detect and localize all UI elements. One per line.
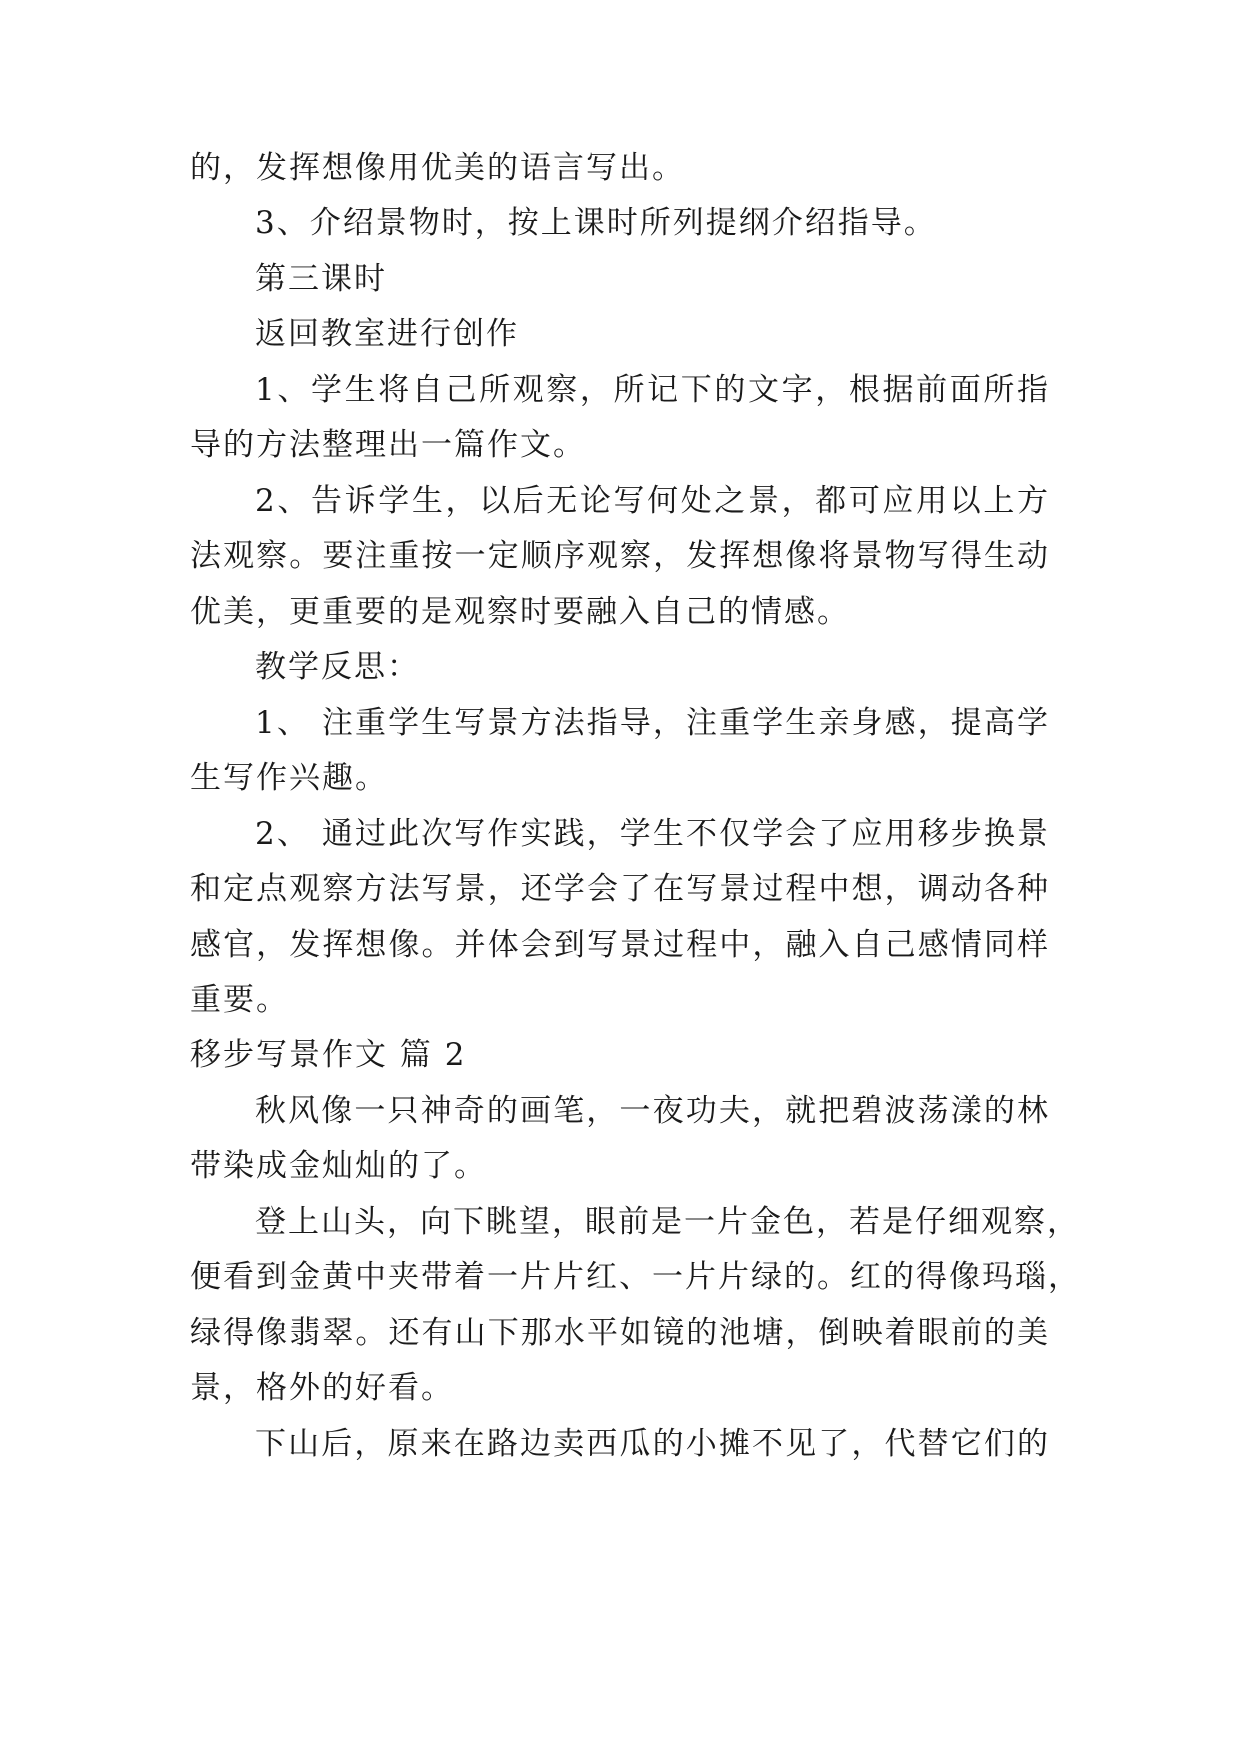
text-line: 重要。 (190, 982, 289, 1018)
text-line: 绿得像翡翠。还有山下那水平如镜的池塘，倒映着眼前的美 (190, 1315, 1050, 1351)
section-heading: 教学反思： (255, 649, 420, 685)
text-line: 3、介绍景物时，按上课时所列提纲介绍指导。 (255, 205, 937, 241)
text-line: 便看到金黄中夹带着一片片红、一片片绿的。红的得像玛瑙， (190, 1259, 1081, 1295)
text-line: 导的方法整理出一篇作文。 (190, 427, 586, 463)
text-line: 和定点观察方法写景，还学会了在写景过程中想，调动各种 (190, 871, 1050, 907)
text-line: 带染成金灿灿的了。 (190, 1148, 487, 1184)
text-line: 的，发挥想像用优美的语言写出。 (190, 150, 685, 186)
text-line: 景，格外的好看。 (190, 1370, 454, 1406)
section-heading: 第三课时 (255, 261, 387, 297)
text-line: 2、 通过此次写作实践，学生不仅学会了应用移步换景 (255, 816, 1050, 852)
text-line: 秋风像一只神奇的画笔，一夜功夫，就把碧波荡漾的林 (255, 1093, 1050, 1129)
text-line: 感官，发挥想像。并体会到写景过程中，融入自己感情同样 (190, 927, 1050, 963)
text-line: 1、 注重学生写景方法指导，注重学生亲身感，提高学 (255, 705, 1050, 741)
text-line: 优美，更重要的是观察时要融入自己的情感。 (190, 594, 850, 630)
text-line: 下山后，原来在路边卖西瓜的小摊不见了，代替它们的 (255, 1426, 1050, 1462)
text-line: 返回教室进行创作 (255, 316, 519, 352)
text-line: 登上山头，向下眺望，眼前是一片金色，若是仔细观察， (255, 1204, 1080, 1240)
text-line: 法观察。要注重按一定顺序观察，发挥想像将景物写得生动 (190, 538, 1050, 574)
text-line: 2、告诉学生，以后无论写何处之景，都可应用以上方 (255, 483, 1050, 519)
text-line: 1、学生将自己所观察，所记下的文字，根据前面所指 (255, 372, 1050, 408)
text-line: 生写作兴趣。 (190, 760, 388, 796)
article-title: 移步写景作文 篇 2 (190, 1037, 467, 1073)
